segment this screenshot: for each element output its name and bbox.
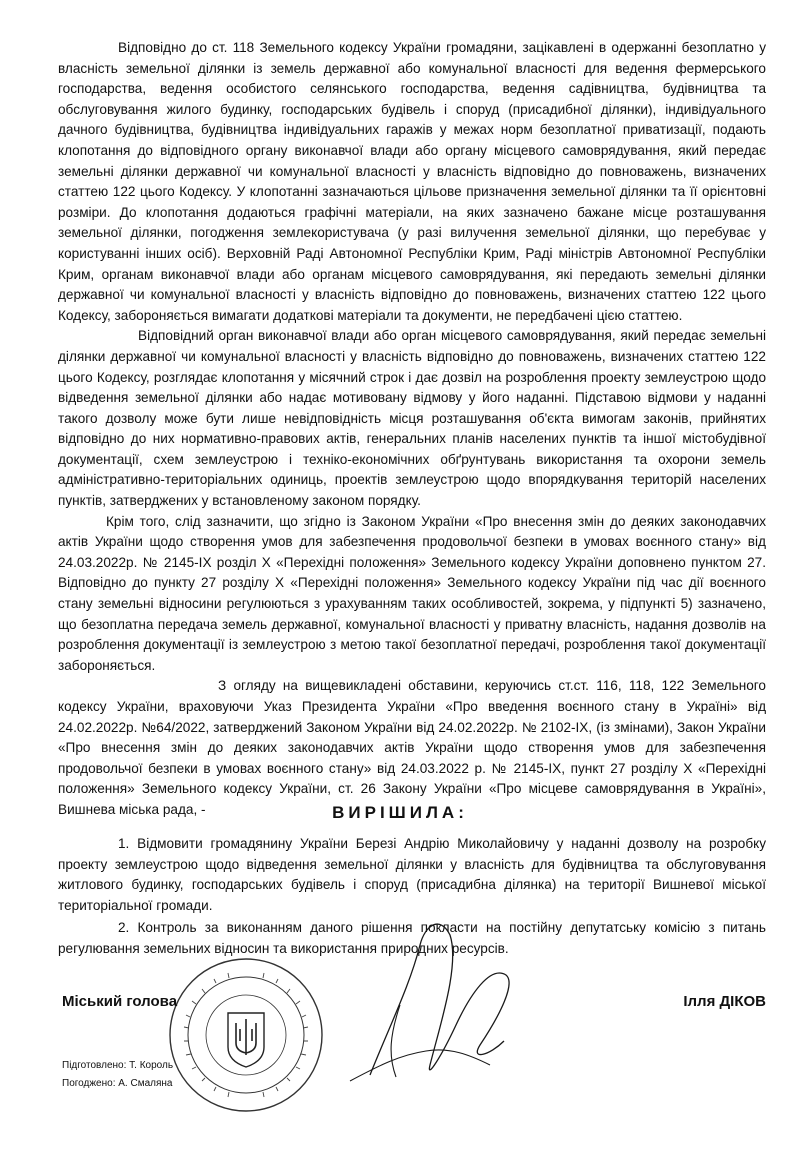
prepared-by: Підготовлено: Т. Король [62,1060,174,1071]
decision-item-2: 2. Контроль за виконанням даного рішення покласти на постійну депутатську комісію з питань регулювання земельних відносин та використання природних ресурсів. [58,920,766,956]
agreed-by: Погоджено: А. Смаляна [62,1078,173,1089]
paragraph-1: Відповідно до ст. 118 Земельного кодексу України громадяни, зацікавлені в одержанні безоплатно у власність земельної ділянки із земель державної або комунальної власності для ведення фермерського господарства, ведення особистого селянського господарства, ведення садівництва, будівництва та обслуговування жилого будинку, господарських будівель і споруд (присадибної ділянки), індивідуального дачного будівництва, будівництва індивідуальних гаражів у межах норм безоплатної приватизації, подають клопотання до відповідного органу виконавчої влади або органу місцевого самоврядування, який передає земельні ділянки державної чи комунальної власності у власність відповідно до повноважень, визначених статтею 122 цього Кодексу. У клопотанні зазначаються цільове призначення земельної ділянки та її орієнтовні розміри. До клопотання додаються графічні матеріали, на яких зазначено бажане місце розташування земельної ділянки, погодження землекористувача (у разі вилучення земельної ділянки, що перебуває у користуванні інших осіб). Верховній Раді Автономної Республіки Крим, Раді міністрів Автономної Республіки Крим, органам виконавчої влади або органам місцевого самоврядування, які передають земельні ділянки державної чи комунальної власності у власність відповідно до повноважень, визначених статтею 122 цього Кодексу, забороняється вимагати додаткові матеріали та документи, не передбачені цією статтею. [58,40,766,323]
signatory-position: Міський голова [62,993,178,1010]
signatory-name: Ілля ДІКОВ [683,993,766,1010]
decision-item-1: 1. Відмовити громадянину України Березі Андрію Миколайовичу у наданні дозволу на розробку проекту землеустрою щодо відведення земельної ділянки у власність для будівництва та обслуговування житлового будинку, господарських будівель і споруд (присадибна ділянка) на території Вишневої міської територіальної громади. [58,836,766,913]
handwritten-signature-icon [330,905,530,1095]
document-body [58,38,766,821]
paragraph-4: З огляду на вищевикладені обставини, керуючись ст.ст. 116, 118, 122 Земельного кодексу України, враховуючи Указ Президента України «Про введення воєнного стану в Україні» від 24.02.2022р. №64/2022, затверджений Законом України від 24.02.2022р. № 2102-IX, (із змінами), Закон України «Про внесення змін до деяких законодавчих актів України щодо створення умов для забезпечення продовольчої безпеки в умовах воєнного стану» від 24.03.2022 р. № 2145-IX, пункт 27 розділу X «Перехідні положення» Земельного кодексу України, ст. 26 Закону України «Про місцеве самоврядування в Україні», Вишнева міська рада, - [58,678,766,817]
official-seal-icon [166,955,326,1115]
paragraph-2: Відповідний орган виконавчої влади або орган місцевого самоврядування, який передає земельні ділянки державної чи комунальної власності у власність відповідно до повноважень, визначених статтею 122 цього Кодексу, розглядає клопотання у місячний строк і дає дозвіл на розроблення проекту землеустрою щодо відведення земельної ділянки або надає мотивовану відмову у його наданні. Підставою відмови у наданні такого дозволу може бути лише невідповідність місця розташування об'єкта вимогам законів, прийнятих відповідно до них нормативно-правових актів, генеральних планів населених пунктів та іншої містобудівної документації, схем землеустрою і техніко-економічних обґрунтувань використання та охорони земель адміністративно-територіальних одиниць, проектів землеустрою щодо впорядкування територій населених пунктів, затверджених у встановленому законом порядку. [58,328,766,509]
paragraph-3: Крім того, слід зазначити, що згідно із Законом України «Про внесення змін до деяких законодавчих актів України щодо створення умов для забезпечення продовольчої безпеки в умовах воєнного стану» від 24.03.2022р. № 2145-IX розділ X «Перехідні положення» Земельного кодексу України доповнено пунктом 27. Відповідно до пункту 27 розділу X «Перехідні положення» Земельного кодексу України під час дії воєнного стану земельні відносини регулюються з урахуванням таких особливостей, зокрема, у підпункті 5) зазначено, що безоплатна передача земель державної, комунальної власності у приватну власність, надання дозволів на розроблення документації із землеустрою з метою такої безоплатної передачі, розроблення такої документації забороняється. [58,513,766,673]
decision-heading: ВИРІШИЛА: [332,803,468,822]
